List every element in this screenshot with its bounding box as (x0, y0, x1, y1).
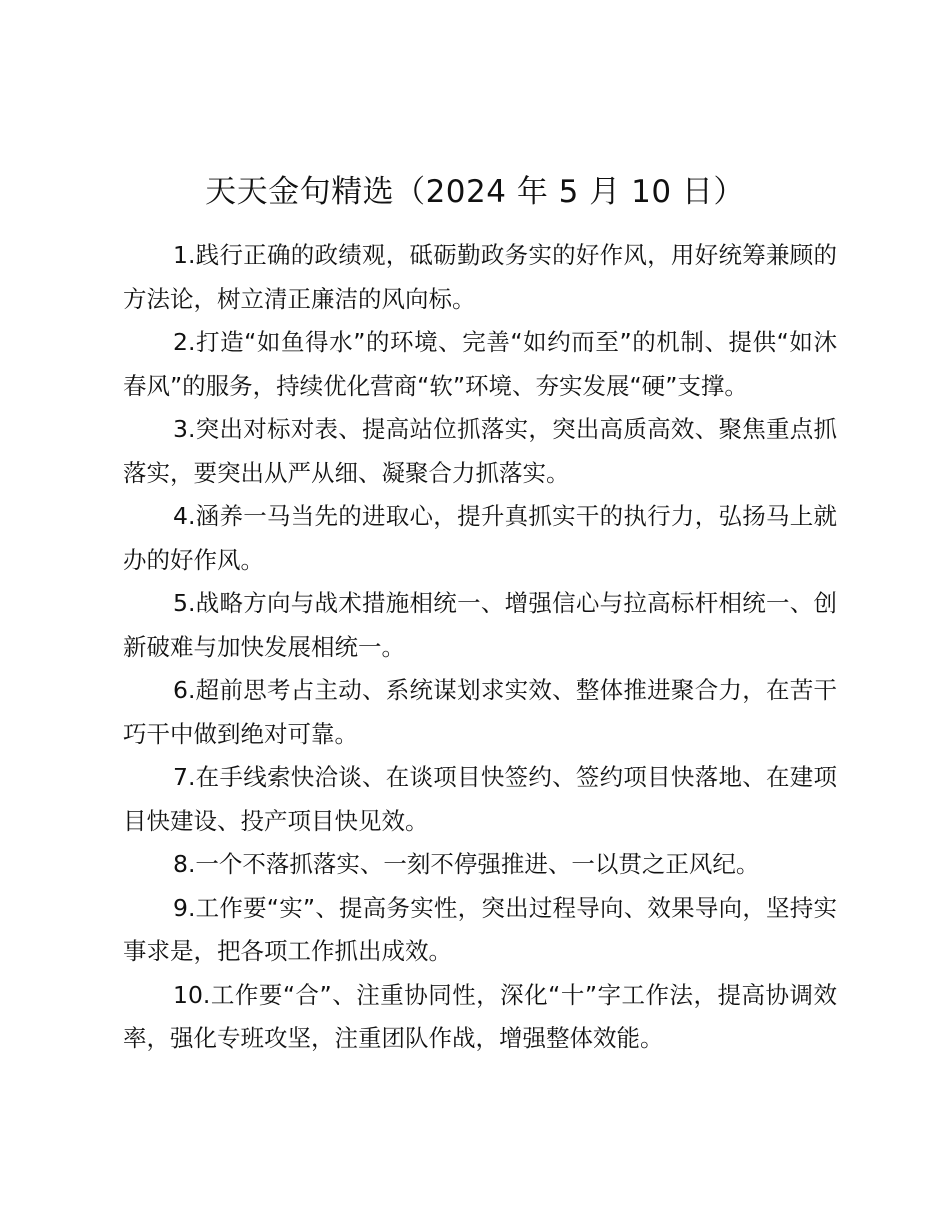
paragraph-3: 3.突出对标对表、提高站位抓落实，突出高质高效、聚焦重点抓落实，要突出从严从细、凝聚合力抓落实。 (123, 415, 837, 487)
paragraph-7: 7.在手线索快洽谈、在谈项目快签约、签约项目快落地、在建项目快建设、投产项目快见效。 (123, 763, 837, 835)
paragraph-4: 4.涵养一马当先的进取心，提升真抓实干的执行力，弘扬马上就办的好作风。 (123, 502, 837, 574)
paragraph-6: 6.超前思考占主动、系统谋划求实效、整体推进聚合力，在苦干巧干中做到绝对可靠。 (123, 676, 837, 748)
paragraph-2: 2.打造“如鱼得水”的环境、完善“如约而至”的机制、提供“如沐春风”的服务，持续优化营商“软”环境、夯实发展“硬”支撑。 (123, 328, 837, 400)
paragraph-8: 8.一个不落抓落实、一刻不停强推进、一以贯之正风纪。 (173, 850, 760, 878)
paragraph-5: 5.战略方向与战术措施相统一、增强信心与拉高标杆相统一、创新破难与加快发展相统一。 (123, 589, 837, 661)
paragraph-1: 1.践行正确的政绩观，砥砺勤政务实的好作风，用好统筹兼顾的方法论，树立清正廉洁的风向标。 (123, 241, 837, 313)
paragraph-9: 9.工作要“实”、提高务实性，突出过程导向、效果导向，坚持实事求是，把各项工作抓出成效。 (123, 893, 837, 965)
paragraph-10: 10.工作要“合”、注重协同性，深化“十”字工作法，提高协调效率，强化专班攻坚，注重团队作战，增强整体效能。 (123, 980, 837, 1052)
document-title: 天天金句精选（2024 年 5 月 10 日） (205, 174, 745, 210)
document-body (123, 234, 837, 1061)
